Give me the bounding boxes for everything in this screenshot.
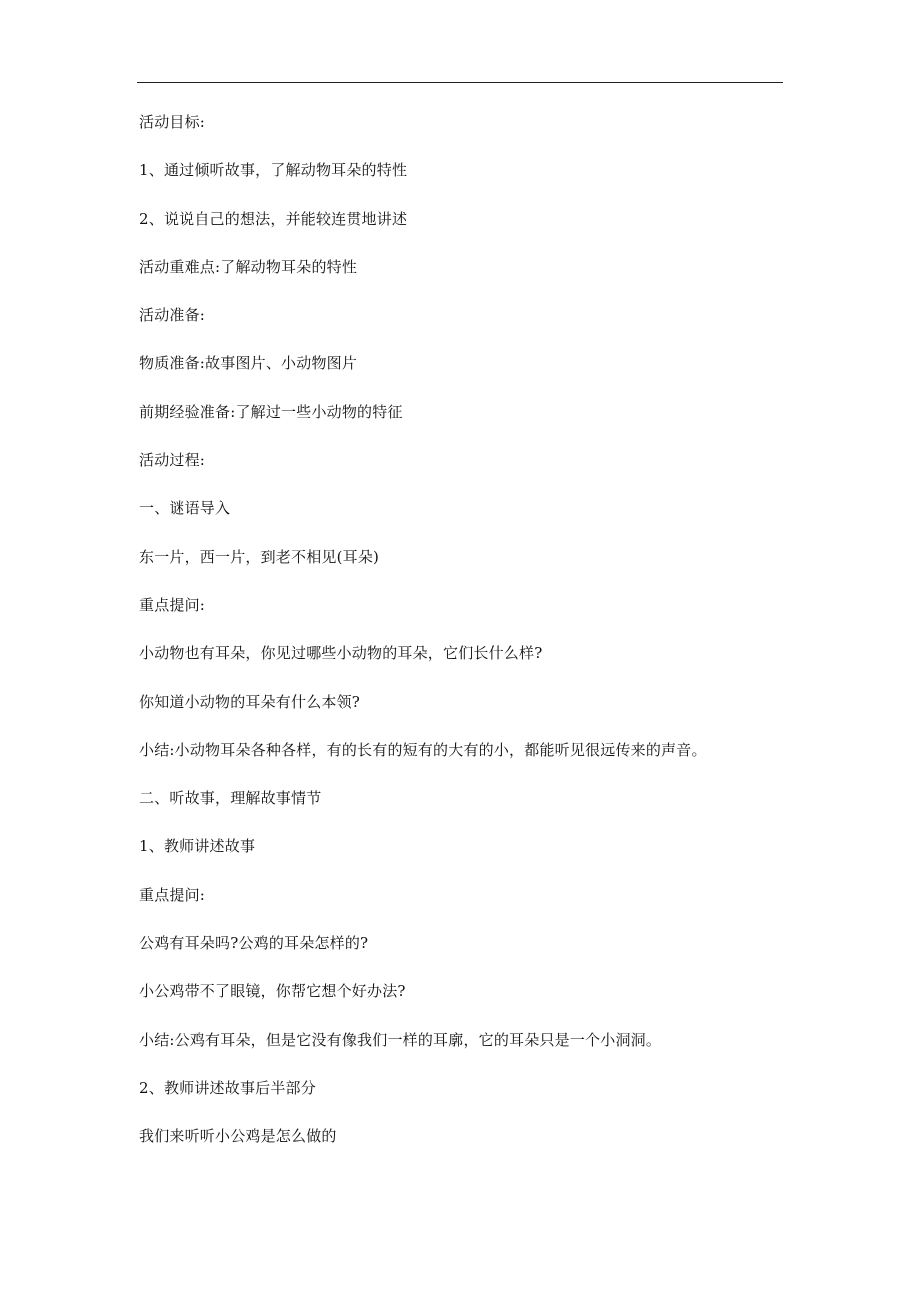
- key-questions-label: 重点提问:: [139, 595, 206, 614]
- riddle-text: 东一片，西一片，到老不相见(耳朵): [139, 547, 380, 566]
- question-text: 公鸡有耳朵吗?公鸡的耳朵怎样的?: [139, 934, 369, 953]
- summary-text: 小结:公鸡有耳朵，但是它没有像我们一样的耳廓，它的耳朵只是一个小洞洞。: [139, 1030, 662, 1049]
- summary-text: 小结:小动物耳朵各种各样，有的长有的短有的大有的小，都能听见很远传来的声音。: [139, 740, 707, 759]
- document-body: [139, 112, 779, 1175]
- goal-item-2: 2、说说自己的想法，并能较连贯地讲述: [139, 209, 408, 228]
- story-step-1: 1、教师讲述故事: [139, 837, 256, 856]
- step-heading-story: 二、听故事，理解故事情节: [139, 789, 322, 808]
- header-rule: [137, 82, 783, 83]
- section-heading-goals: 活动目标:: [139, 113, 206, 131]
- story-step-2: 2、教师讲述故事后半部分: [139, 1078, 316, 1097]
- closing-text: 我们来听听小公鸡是怎么做的: [139, 1127, 337, 1146]
- section-heading-preparation: 活动准备:: [139, 306, 206, 325]
- material-preparation: 物质准备:故事图片、小动物图片: [139, 354, 358, 373]
- experience-preparation: 前期经验准备:了解过一些小动物的特征: [139, 402, 403, 421]
- section-heading-process: 活动过程:: [139, 451, 206, 470]
- step-heading-riddle: 一、谜语导入: [139, 499, 231, 518]
- key-questions-label: 重点提问:: [139, 885, 206, 904]
- key-difficulty: 活动重难点:了解动物耳朵的特性: [139, 257, 358, 276]
- question-text: 小公鸡带不了眼镜，你帮它想个好办法?: [139, 982, 406, 1001]
- question-text: 小动物也有耳朵，你见过哪些小动物的耳朵，它们长什么样?: [139, 644, 543, 663]
- question-text: 你知道小动物的耳朵有什么本领?: [139, 692, 361, 711]
- goal-item-1: 1、通过倾听故事，了解动物耳朵的特性: [139, 161, 408, 180]
